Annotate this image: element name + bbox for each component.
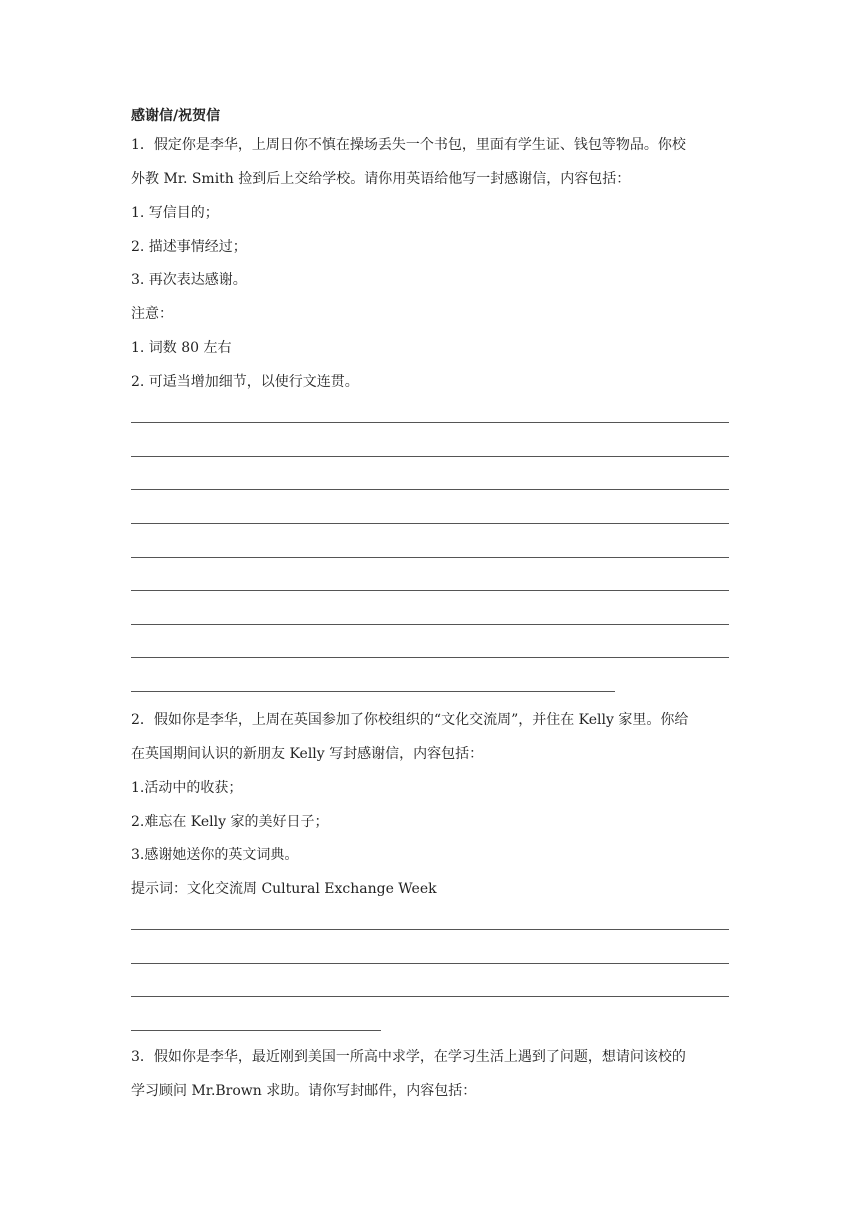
- answer-line[interactable]: [131, 422, 729, 423]
- answer-line[interactable]: [131, 624, 729, 625]
- q1-item-2: 2. 描述事情经过；: [131, 239, 247, 255]
- q2-hint: 提示词：文化交流周 Cultural Exchange Week: [131, 881, 437, 897]
- answer-line[interactable]: [131, 691, 615, 692]
- answer-line[interactable]: [131, 1030, 381, 1031]
- q1-note-2: 2. 可适当增加细节，以使行文连贯。: [131, 374, 359, 390]
- answer-line[interactable]: [131, 657, 729, 658]
- answer-line[interactable]: [131, 523, 729, 524]
- q1-item-1: 1. 写信目的；: [131, 205, 219, 221]
- answer-line[interactable]: [131, 929, 729, 930]
- q2-item-3: 3.感谢她送你的英文词典。: [131, 847, 299, 863]
- answer-line[interactable]: [131, 963, 729, 964]
- q2-prompt-line2: 在英国期间认识的新朋友 Kelly 写封感谢信，内容包括：: [131, 746, 484, 762]
- q1-item-3: 3. 再次表达感谢。: [131, 272, 247, 288]
- q2-item-2: 2.难忘在 Kelly 家的美好日子；: [131, 814, 329, 830]
- q2-prompt-line1: 2．假如你是李华，上周在英国参加了你校组织的“文化交流周”，并住在 Kelly 家里。你给: [131, 712, 689, 728]
- answer-line[interactable]: [131, 590, 729, 591]
- q3-prompt-line2: 学习顾问 Mr.Brown 求助。请你写封邮件，内容包括：: [131, 1083, 477, 1099]
- q1-note-1: 1. 词数 80 左右: [131, 340, 232, 356]
- answer-line[interactable]: [131, 557, 729, 558]
- q1-note-label: 注意：: [131, 306, 173, 322]
- section-title: 感谢信/祝贺信: [131, 108, 221, 124]
- answer-line[interactable]: [131, 996, 729, 997]
- q3-prompt-line1: 3．假如你是李华，最近刚到美国一所高中求学，在学习生活上遇到了问题，想请问该校的: [131, 1049, 686, 1065]
- answer-line[interactable]: [131, 489, 729, 490]
- answer-line[interactable]: [131, 456, 729, 457]
- q1-prompt-line1: 1．假定你是李华，上周日你不慎在操场丢失一个书包，里面有学生证、钱包等物品。你校: [131, 137, 686, 153]
- q1-prompt-line2: 外教 Mr. Smith 捡到后上交给学校。请你用英语给他写一封感谢信，内容包括：: [131, 171, 631, 187]
- q2-item-1: 1.活动中的收获；: [131, 780, 243, 796]
